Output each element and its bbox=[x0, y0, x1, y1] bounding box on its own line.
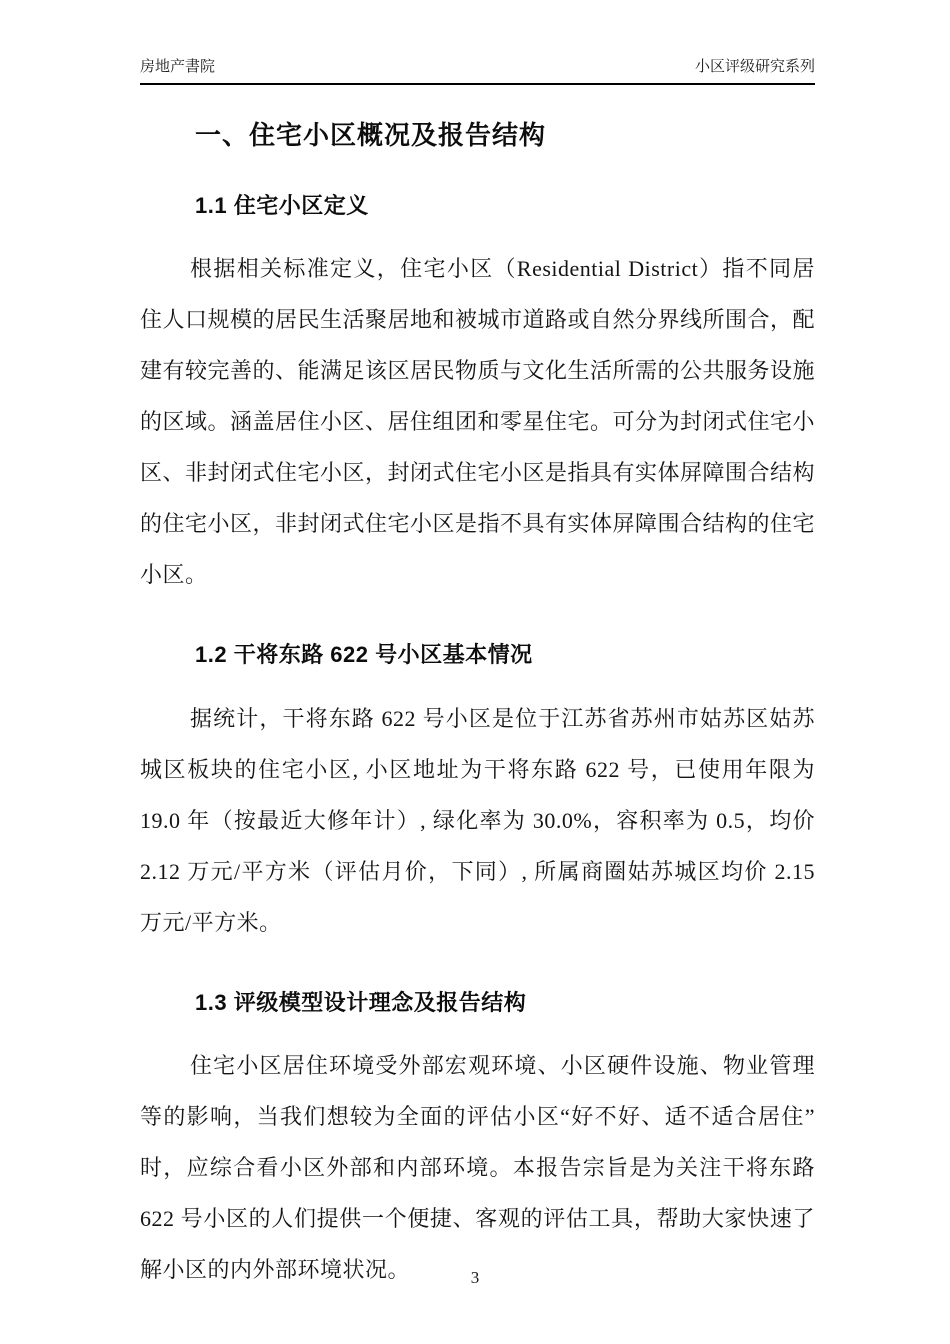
section-1-1-heading: 1.1 住宅小区定义 bbox=[195, 192, 369, 218]
header-left-text: 房地产書院 bbox=[140, 58, 216, 75]
page-footer bbox=[0, 1268, 950, 1288]
section-1-1-paragraph: 根据相关标准定义，住宅小区（Residential District）指不同居住人口规模的居民生活聚居地和被城市道路或自然分界线所围合，配建有较完善的、能满足该区居民物质与文化生活所需的公共服务设施的区域。涵盖居住小区、居住组团和零星住宅。可分为封闭式住宅小区、非封闭式住宅小区，封闭式住宅小区是指具有实体屏障围合结构的住宅小区，非封闭式住宅小区是指不具有实体屏障围合结构的住宅小区。 bbox=[140, 256, 816, 588]
section-1-2 bbox=[140, 642, 815, 947]
section-1-2-heading: 1.2 干将东路 622 号小区基本情况 bbox=[195, 642, 533, 668]
section-1-3 bbox=[140, 990, 815, 1295]
document-body bbox=[140, 121, 815, 1295]
page-number: 3 bbox=[470, 1268, 480, 1287]
running-header bbox=[140, 58, 815, 83]
header-rule-divider bbox=[140, 83, 815, 85]
section-1-1 bbox=[140, 193, 815, 600]
section-1-2-paragraph: 据统计，干将东路 622 号小区是位于江苏省苏州市姑苏区姑苏城区板块的住宅小区, 小区地址为干将东路 622 号，已使用年限为 19.0 年（按最近大修年计）, 绿化率为 30.0%，容积率为 0.5，均价 2.12 万元/平方米（评估月价，下同）, 所属商圈姑苏城区均价 2.15 万元/平方米。 bbox=[140, 705, 815, 935]
section-1-3-paragraph: 住宅小区居住环境受外部宏观环境、小区硬件设施、物业管理等的影响，当我们想较为全面的评估小区“好不好、适不适合居住”时，应综合看小区外部和内部环境。本报告宗旨是为关注干将东路 622 号小区的人们提供一个便捷、客观的评估工具，帮助大家快速了解小区的内外部环境状况。 bbox=[140, 1053, 815, 1283]
header-right-text: 小区评级研究系列 bbox=[694, 58, 815, 75]
section-1-3-heading: 1.3 评级模型设计理念及报告结构 bbox=[195, 989, 527, 1015]
chapter-title: 一、住宅小区概况及报告结构 bbox=[195, 120, 547, 150]
